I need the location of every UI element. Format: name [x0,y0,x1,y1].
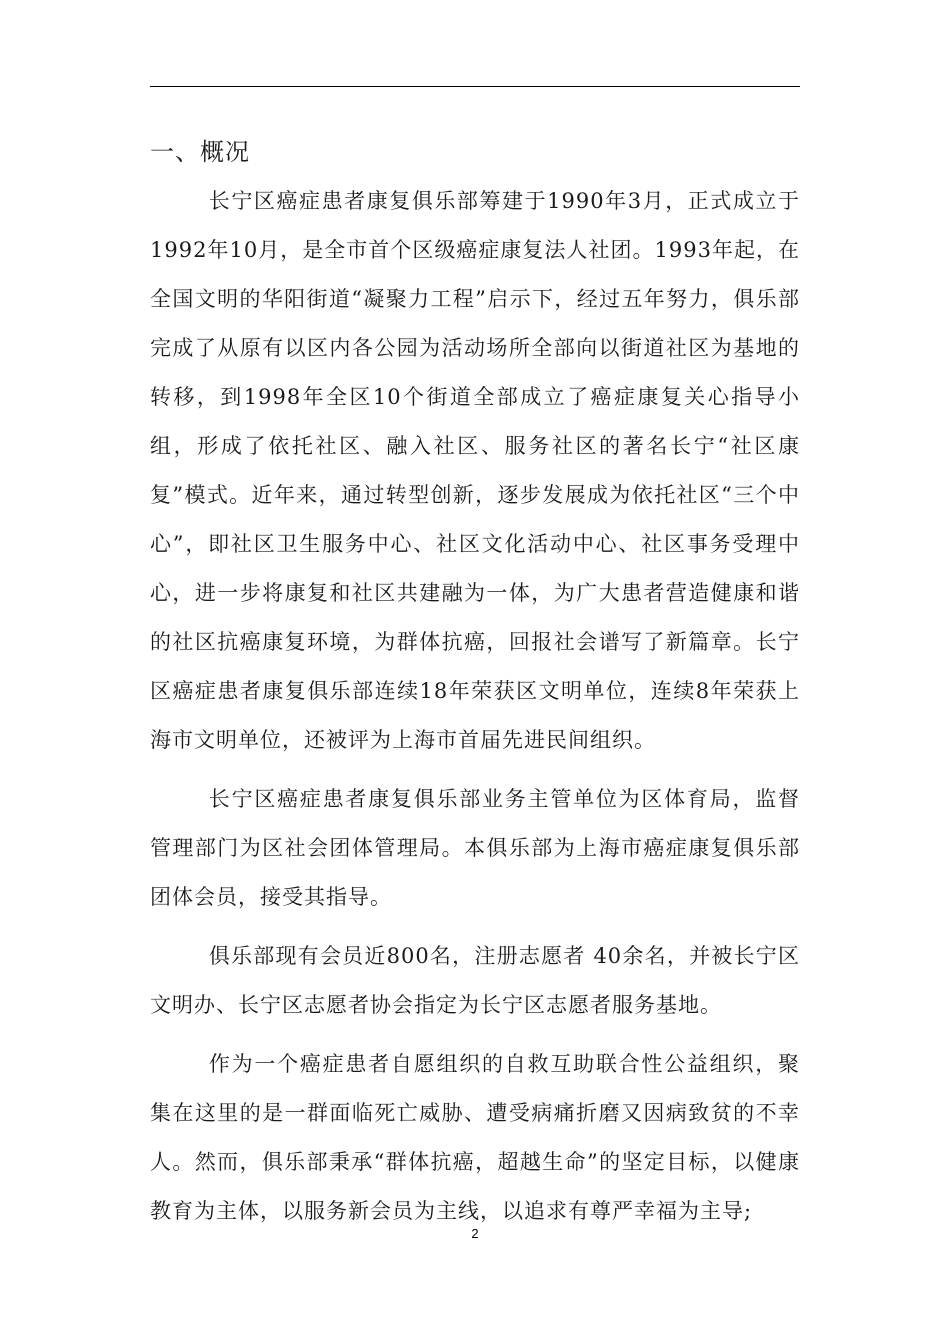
paragraph-membership: 俱乐部现有会员近800名，注册志愿者 40余名，并被长宁区文明办、长宁区志愿者协会指定为长宁区志愿者服务基地。 [150,944,800,1017]
header-rule [150,86,800,87]
page-number: 2 [471,1226,479,1241]
page-body [150,128,800,1246]
paragraph-management: 长宁区癌症患者康复俱乐部业务主管单位为区体育局，监督管理部门为区社会团体管理局。本俱乐部为上海市癌症康复俱乐部团体会员，接受其指导。 [150,787,800,909]
section-heading: 一、概况 [150,138,250,166]
paragraph-mission: 作为一个癌症患者自愿组织的自救互助联合性公益组织，聚集在这里的是一群面临死亡威胁、遭受病痛折磨又因病致贫的不幸人。然而，俱乐部秉承“群体抗癌，超越生命”的坚定目标，以健康教育为主体，以服务新会员为主线，以追求有尊严幸福为主导; [150,1052,800,1223]
paragraph-history: 长宁区癌症患者康复俱乐部筹建于1990年3月，正式成立于1992年10月，是全市首个区级癌症康复法人社团。1993年起，在全国文明的华阳街道“凝聚力工程”启示下，经过五年努力，俱乐部完成了从原有以区内各公园为活动场所全部向以街道社区为基地的转移，到1998年全区10个街道全部成立了癌症康复关心指导小组，形成了依托社区、融入社区、服务社区的著名长宁“社区康复”模式。近年来，通过转型创新，逐步发展成为依托社区“三个中心”，即社区卫生服务中心、社区文化活动中心、社区事务受理中心，进一步将康复和社区共建融为一体，为广大患者营造健康和谐的社区抗癌康复环境，为群体抗癌，回报社会谱写了新篇章。长宁区癌症患者康复俱乐部连续18年荣获区文明单位，连续8年荣获上海市文明单位，还被评为上海市首届先进民间组织。 [150,189,800,752]
